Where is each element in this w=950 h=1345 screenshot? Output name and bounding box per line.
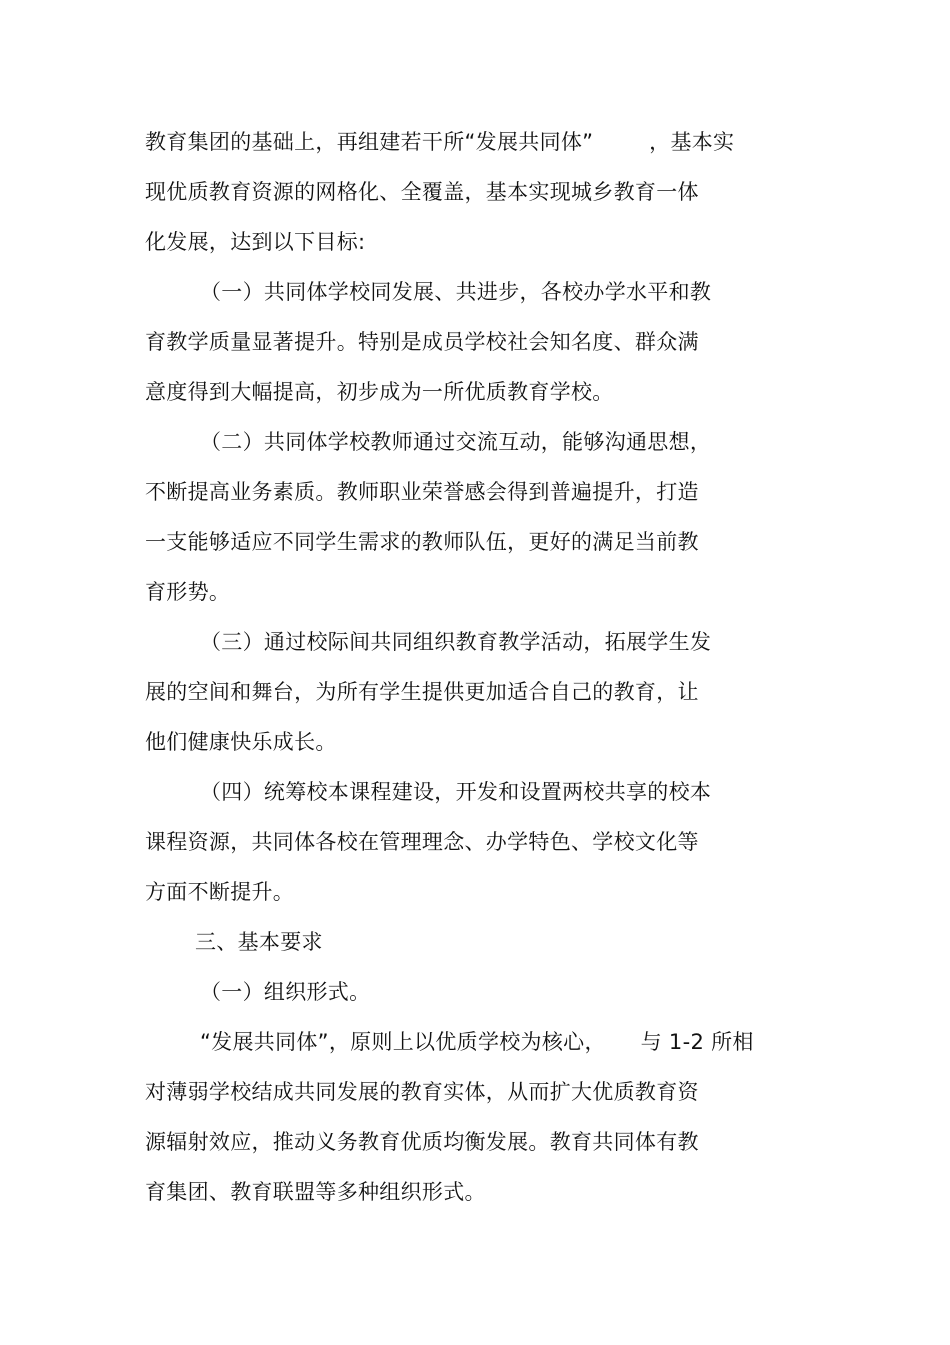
text-line: 展的空间和舞台，为所有学生提供更加适合自己的教育，让 <box>145 680 699 704</box>
text-line: （四）统筹校本课程建设，开发和设置两校共享的校本 <box>200 780 712 804</box>
text-line: 现优质教育资源的网格化、全覆盖，基本实现城乡教育一体 <box>145 180 699 204</box>
text-line: （三）通过校际间共同组织教育教学活动，拓展学生发 <box>200 630 712 654</box>
text-line: 育集团、教育联盟等多种组织形式。 <box>145 1180 486 1204</box>
text-line: 对薄弱学校结成共同发展的教育实体，从而扩大优质教育资 <box>145 1080 699 1104</box>
subsection-heading: （一）组织形式。 <box>200 980 371 1004</box>
text-line: 他们健康快乐成长。 <box>145 730 337 754</box>
text-line: 源辐射效应，推动义务教育优质均衡发展。教育共同体有教 <box>145 1130 699 1154</box>
text-line: 课程资源，共同体各校在管理理念、办学特色、学校文化等 <box>145 830 699 854</box>
text-line: 意度得到大幅提高，初步成为一所优质教育学校。 <box>145 380 614 404</box>
text-line: 不断提高业务素质。教师职业荣誉感会得到普遍提升，打造 <box>145 480 699 504</box>
text-line: 一支能够适应不同学生需求的教师队伍，更好的满足当前教 <box>145 530 699 554</box>
text-line: 方面不断提升。 <box>145 880 295 904</box>
text-line: （一）共同体学校同发展、共进步，各校办学水平和教 <box>200 280 712 304</box>
text-line: 育形势。 <box>145 580 231 604</box>
text-line: “发展共同体”，原则上以优质学校为核心， 与 1-2 所相 <box>200 1030 754 1054</box>
text-line: 化发展，达到以下目标: <box>145 230 366 254</box>
text-line: （二）共同体学校教师通过交流互动，能够沟通思想， <box>200 430 712 454</box>
section-heading: 三、基本要求 <box>195 930 323 954</box>
text-line: 育教学质量显著提升。特别是成员学校社会知名度、群众满 <box>145 330 699 354</box>
text-line: 教育集团的基础上，再组建若干所“发展共同体” ，基本实 <box>145 130 735 154</box>
